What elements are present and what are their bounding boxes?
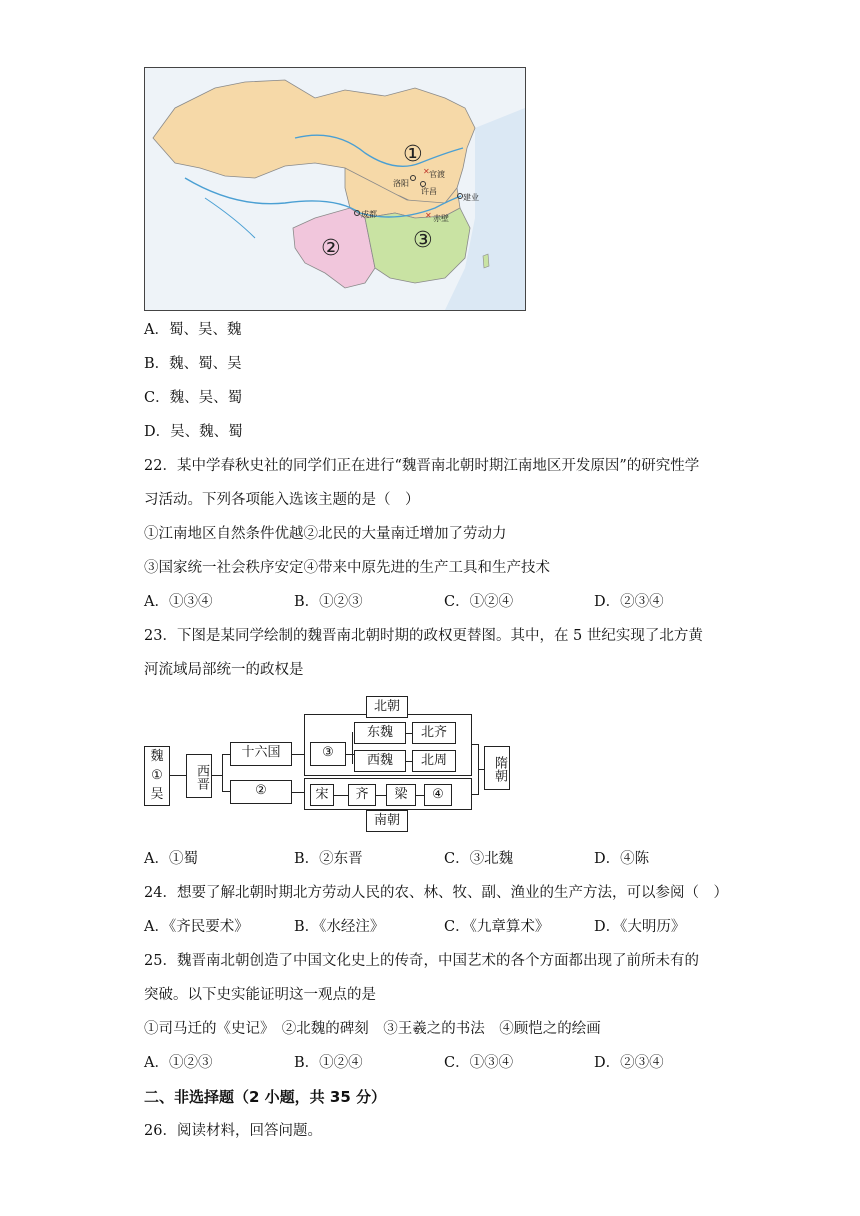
sui-box: 隋朝	[484, 746, 510, 790]
q22-option-d[interactable]: D．②③④	[594, 594, 664, 610]
q23-option-c[interactable]: C．③北魏	[444, 851, 514, 867]
q22-item-line2: ③国家统一社会秩序安定④带来中原先进的生产工具和生产技术	[144, 560, 550, 576]
stack-wei: 魏	[150, 749, 164, 764]
map-graphic	[145, 68, 525, 310]
blank-4-box: ④	[424, 784, 452, 806]
q21-option-b[interactable]: B．魏、蜀、吴	[144, 356, 242, 372]
liang-box: 梁	[386, 784, 416, 806]
place-xuchang: 许昌	[421, 187, 437, 196]
region-label-3: ③	[413, 228, 433, 253]
q23-stem-line1: 23．下图是某同学绘制的魏晋南北朝时期的政权更替图。其中，在 5 世纪实现了北方黄	[144, 628, 703, 644]
place-jianye: 建业	[463, 193, 479, 202]
q24-option-d[interactable]: D．《大明历》	[594, 919, 686, 935]
q24-stem-line1: 24．想要了解北朝时期北方劳动人民的农、林、牧、副、渔业的生产方法，可以参阅（ ）	[144, 885, 728, 901]
q24-option-b[interactable]: B．《水经注》	[294, 919, 385, 935]
blank-3-box: ③	[310, 742, 346, 766]
q25-stem-line1: 25．魏晋南北朝创造了中国文化史上的传奇，中国艺术的各个方面都出现了前所未有的	[144, 953, 699, 969]
q23-stem-line2: 河流域局部统一的政权是	[144, 662, 304, 678]
stack-blank-1: ①	[151, 768, 163, 783]
q25-option-a[interactable]: A．①②③	[144, 1055, 213, 1071]
q21-option-d[interactable]: D．吴、魏、蜀	[144, 424, 243, 440]
beiqi-box: 北齐	[412, 722, 456, 744]
xiwei-box: 西魏	[354, 750, 406, 772]
place-luoyang: 洛阳	[393, 179, 409, 188]
q25-items: ①司马迁的《史记》 ②北魏的碑刻 ③王羲之的书法 ④顾恺之的绘画	[144, 1021, 601, 1037]
q23-option-b[interactable]: B．②东晋	[294, 851, 363, 867]
xijin-box: 西晋	[186, 754, 212, 798]
q21-option-c[interactable]: C．魏、吴、蜀	[144, 390, 243, 406]
q21-option-a[interactable]: A．蜀、吴、魏	[144, 322, 242, 338]
section-2-title: 二、非选择题（2 小题，共 35 分）	[144, 1088, 386, 1106]
north-dynasties-title: 北朝	[366, 696, 408, 718]
blank-2-box: ②	[230, 780, 292, 804]
three-kingdoms-map	[144, 67, 526, 311]
q24-option-c[interactable]: C．《九章算术》	[444, 919, 550, 935]
q25-stem-line2: 突破。以下史实能证明这一观点的是	[144, 987, 376, 1003]
region-label-2: ②	[321, 236, 341, 261]
song-box: 宋	[310, 784, 334, 806]
q22-option-c[interactable]: C．①②④	[444, 594, 514, 610]
q25-option-c[interactable]: C．①③④	[444, 1055, 514, 1071]
q26-stem-line1: 26．阅读材料，回答问题。	[144, 1123, 322, 1139]
q24-option-a[interactable]: A．《齐民要术》	[144, 919, 249, 935]
stack-wu: 吴	[150, 787, 164, 802]
q22-option-b[interactable]: B．①②③	[294, 594, 363, 610]
dongwei-box: 东魏	[354, 722, 406, 744]
q25-option-d[interactable]: D．②③④	[594, 1055, 664, 1071]
qi-box: 齐	[348, 784, 376, 806]
shiliuguo-box: 十六国	[230, 742, 292, 766]
q22-option-a[interactable]: A．①③④	[144, 594, 213, 610]
place-chibi: 赤壁	[433, 214, 449, 223]
place-chengdu: 成都	[361, 210, 377, 219]
q22-stem-line1: 22．某中学春秋史社的同学们正在进行“魏晋南北朝时期江南地区开发原因”的研究性学	[144, 458, 700, 474]
south-dynasties-title: 南朝	[366, 810, 408, 832]
place-guandu: 官渡	[429, 170, 445, 179]
regime-succession-diagram	[144, 692, 514, 840]
region-label-1: ①	[403, 142, 423, 167]
q23-option-a[interactable]: A．①蜀	[144, 851, 198, 867]
three-kingdoms-stack	[144, 746, 170, 806]
q22-item-line1: ①江南地区自然条件优越②北民的大量南迁增加了劳动力	[144, 526, 507, 542]
svg-text:✕: ✕	[423, 167, 430, 176]
q23-option-d[interactable]: D．④陈	[594, 851, 650, 867]
svg-text:✕: ✕	[425, 211, 432, 220]
q22-stem-line2: 习活动。下列各项能入选该主题的是（ ）	[144, 492, 420, 508]
q25-option-b[interactable]: B．①②④	[294, 1055, 363, 1071]
beizhou-box: 北周	[412, 750, 456, 772]
